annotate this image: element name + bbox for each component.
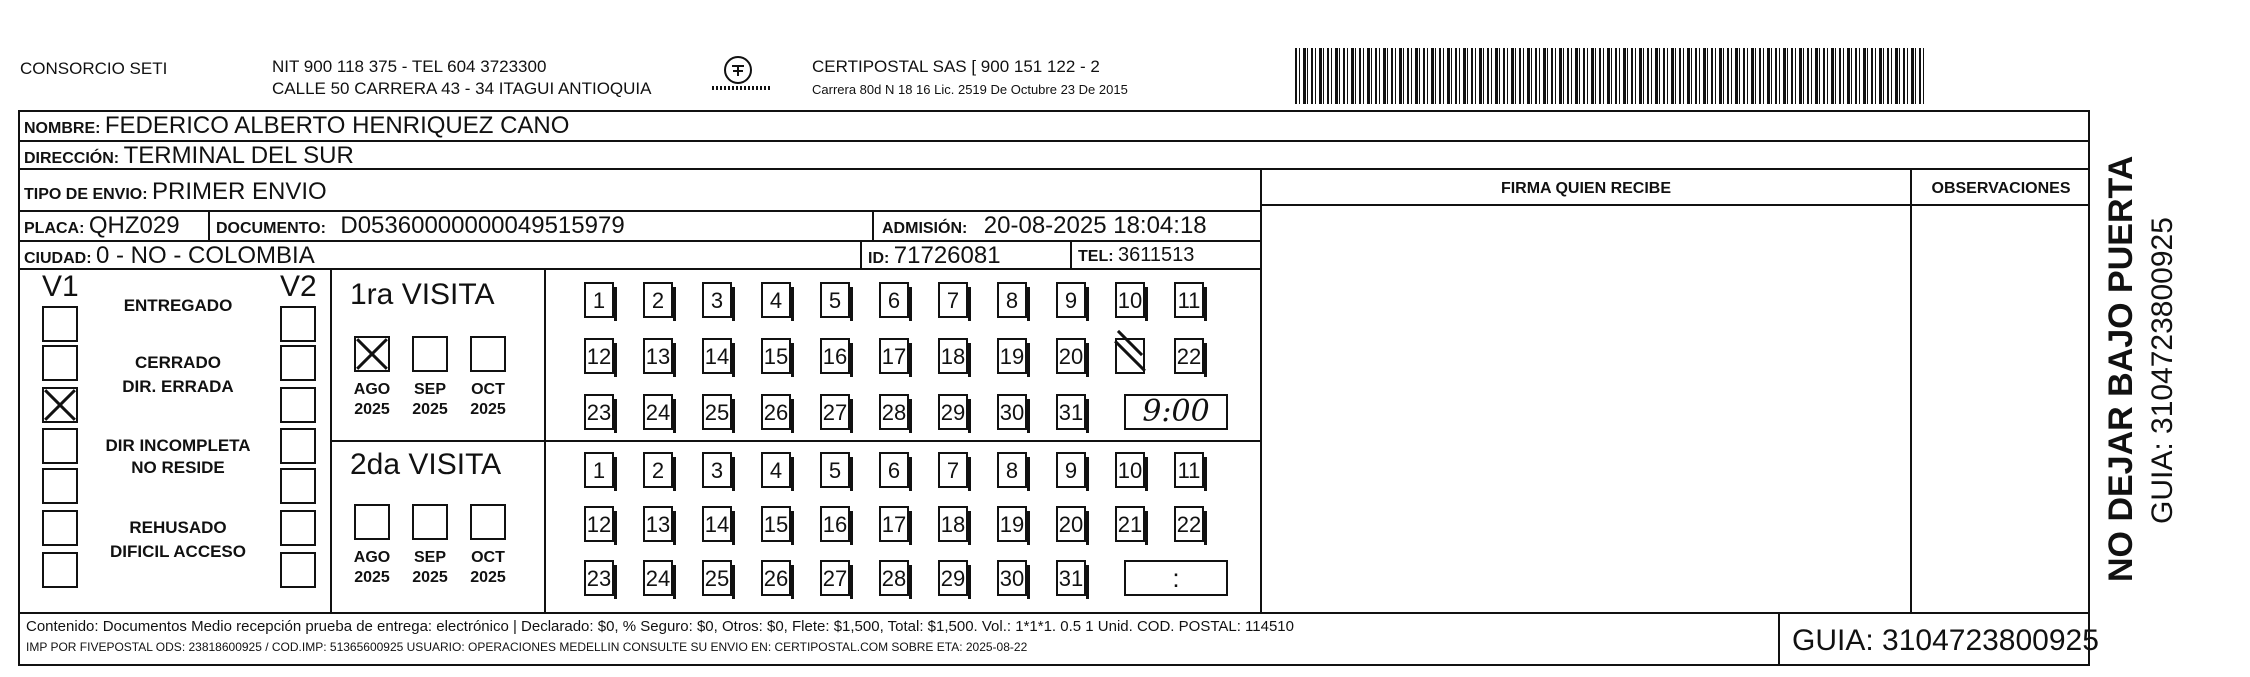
visit1-month-checkbox[interactable] [354,336,390,372]
status-option-label: DIFICIL ACCESO [109,542,246,561]
visit1-day-box[interactable]: 12 [584,338,614,374]
visit1-day-box[interactable]: 7 [938,282,968,318]
tel-cell [1078,244,1194,267]
visit1-month-checkbox[interactable] [412,336,448,372]
visit2-day-box[interactable]: 16 [820,506,850,542]
id-value: 71726081 [893,242,1001,269]
visit1-month-year: 2025 [354,401,390,418]
visit1-day-box[interactable]: 14 [702,338,732,374]
v1-label: V1 [42,270,79,303]
visit2-day-box[interactable]: 25 [702,560,732,596]
id-label: ID: [868,250,890,267]
visit1-month-year: 2025 [470,401,506,418]
company-name: CONSORCIO SETI [20,59,168,78]
placa-label: PLACA: [24,220,85,237]
status-option-label: ENTREGADO [123,296,233,315]
visit2-month-year: 2025 [470,569,506,586]
status-v1-checkbox[interactable] [42,345,78,381]
visit2-day-box[interactable]: 13 [643,506,673,542]
tel-label: TEL: [1078,248,1114,265]
visit1-time[interactable]: 9:00 [1124,394,1228,430]
status-v1-checkbox[interactable] [42,552,78,588]
visit1-day-box[interactable]: 6 [879,282,909,318]
visit1-day-box[interactable]: 8 [997,282,1027,318]
visit2-month-checkbox[interactable] [470,504,506,540]
status-option-label: REHUSADO [129,518,227,537]
visit2-day-box[interactable]: 26 [761,560,791,596]
status-option-label: CERRADO [135,353,221,372]
visit2-day-box[interactable]: 28 [879,560,909,596]
visit1-day-box[interactable]: 13 [643,338,673,374]
v2-label: V2 [280,270,317,303]
status-option-label: DIR INCOMPLETA [105,436,251,455]
visit2-day-box[interactable]: 9 [1056,452,1086,488]
visit1-day-box[interactable]: 30 [997,394,1027,430]
status-v1-checkbox[interactable] [42,468,78,504]
direccion-value: TERMINAL DEL SUR [123,142,354,169]
ciudad-cell [24,242,315,270]
visit2-month-label: SEP [413,549,446,566]
admision-cell [882,212,1207,240]
status-v1-checkbox[interactable] [42,510,78,546]
logo-caption-graphic [712,86,770,90]
visit2-day-box[interactable]: 27 [820,560,850,596]
certipostal-sub: Carrera 80d N 18 16 Lic. 2519 De Octubre 23 De 2015 [812,82,1128,97]
status-option-label: DIR. ERRADA [122,377,234,396]
firma-header: FIRMA QUIEN RECIBE [1500,180,1672,197]
visit2-month-checkbox[interactable] [412,504,448,540]
visit1-day-box[interactable]: 23 [584,394,614,430]
footer-guia: GUIA: 3104723800925 [1792,624,2099,657]
visit1-day-box[interactable]: 16 [820,338,850,374]
nombre-row [24,112,569,140]
visit2-day-box[interactable]: 21 [1115,506,1145,542]
visit2-day-box[interactable]: 4 [761,452,791,488]
certipostal-logo-icon [724,56,752,84]
tipo-row [24,178,327,206]
footer-contenido: Contenido: Documentos Medio recepción prueba de entrega: electrónico | Declarado: $0, % Seguro: $0, Otros: $0, Flete: $1,500, Total: $1,500. Vol.: 1*1*1. 0.5 1 Unid. COD. POSTAL: 114510 [26,618,1294,635]
visit2-month-label: AGO [353,549,391,566]
address-line: CALLE 50 CARRERA 43 - 34 ITAGUI ANTIOQUIA [272,79,652,98]
visit1-day-box[interactable]: 15 [761,338,791,374]
ciudad-label: CIUDAD: [24,250,92,267]
visit2-day-box[interactable]: 7 [938,452,968,488]
tipo-value: PRIMER ENVIO [152,178,327,205]
status-v1-checkbox[interactable] [42,306,78,342]
visit1-day-box[interactable]: 9 [1056,282,1086,318]
visit2-day-box[interactable]: 1 [584,452,614,488]
barcode [1295,48,1925,104]
status-v2-checkbox[interactable] [280,345,316,381]
status-option-label: NO RESIDE [131,458,225,477]
status-v2-checkbox[interactable] [280,387,316,423]
id-cell [868,242,1001,270]
visit2-day-box[interactable]: 19 [997,506,1027,542]
admision-value: 20-08-2025 18:04:18 [983,212,1207,239]
visit2-day-box[interactable]: 24 [643,560,673,596]
visit2-day-box[interactable]: 14 [702,506,732,542]
visit1-day-box[interactable]: 10 [1115,282,1145,318]
footer-imp: IMP POR FIVEPOSTAL ODS: 23818600925 / COD.IMP: 51365600925 USUARIO: OPERACIONES MEDELLIN CONSULTE SU ENVIO EN: CERTIPOSTAL.COM SOBRE ETA: 2025-08-22 [26,640,1028,654]
visit1-day-box[interactable]: 24 [643,394,673,430]
visit2-month-label: OCT [471,549,505,566]
visit1-day-box[interactable]: 3 [702,282,732,318]
direccion-label: DIRECCIÓN: [24,150,120,167]
visit1-title: 1ra VISITA [350,278,495,311]
visit1-day-box[interactable]: 31 [1056,394,1086,430]
placa-value: QHZ029 [88,212,180,239]
visit1-month-label: AGO [353,381,391,398]
visit1-day-box[interactable] [1115,338,1145,374]
nombre-value: FEDERICO ALBERTO HENRIQUEZ CANO [104,112,570,139]
nombre-label: NOMBRE: [24,120,101,137]
visit2-day-box[interactable]: 31 [1056,560,1086,596]
visit2-day-box[interactable]: 10 [1115,452,1145,488]
status-v2-checkbox[interactable] [280,510,316,546]
visit1-day-box[interactable]: 22 [1174,338,1204,374]
visit2-day-box[interactable]: 17 [879,506,909,542]
visit1-month-label: SEP [413,381,446,398]
documento-label: DOCUMENTO: [216,220,326,237]
visit2-day-box[interactable]: 18 [938,506,968,542]
visit1-day-box[interactable]: 4 [761,282,791,318]
direccion-row [24,142,354,170]
visit1-month-year: 2025 [412,401,448,418]
visit1-day-box[interactable]: 29 [938,394,968,430]
visit1-day-box[interactable]: 1 [584,282,614,318]
status-v2-checkbox[interactable] [280,468,316,504]
visit2-day-box[interactable]: 3 [702,452,732,488]
tel-value: 3611513 [1118,244,1195,266]
visit2-day-box[interactable]: 11 [1174,452,1204,488]
status-v1-checkbox[interactable] [42,387,78,423]
visit1-month-label: OCT [471,381,505,398]
no-dejar-text: NO DEJAR BAJO PUERTA [2102,155,2140,582]
nit-line: NIT 900 118 375 - TEL 604 3723300 [272,57,547,76]
placa-cell [24,212,180,240]
visit1-day-box[interactable]: 17 [879,338,909,374]
visit2-day-box[interactable]: 23 [584,560,614,596]
visit2-time[interactable]: : [1124,560,1228,596]
visit1-day-box[interactable]: 28 [879,394,909,430]
visit2-day-box[interactable]: 8 [997,452,1027,488]
documento-cell [216,212,625,240]
visit1-day-box[interactable]: 20 [1056,338,1086,374]
status-v2-checkbox[interactable] [280,552,316,588]
status-v2-checkbox[interactable] [280,306,316,342]
visit1-day-box[interactable]: 26 [761,394,791,430]
visit2-day-box[interactable]: 2 [643,452,673,488]
visit2-day-box[interactable]: 20 [1056,506,1086,542]
visit1-day-box[interactable]: 11 [1174,282,1204,318]
visit1-day-box[interactable]: 19 [997,338,1027,374]
visit2-day-box[interactable]: 12 [584,506,614,542]
visit2-day-box[interactable]: 29 [938,560,968,596]
status-v1-checkbox[interactable] [42,428,78,464]
admision-label: ADMISIÓN: [882,220,968,237]
visit2-day-box[interactable]: 5 [820,452,850,488]
visit1-day-box[interactable]: 27 [820,394,850,430]
documento-value: D05360000000049515979 [340,212,625,239]
visit1-day-box[interactable]: 25 [702,394,732,430]
visit1-day-box[interactable]: 18 [938,338,968,374]
tipo-label: TIPO DE ENVIO: [24,186,148,203]
visit2-day-box[interactable]: 30 [997,560,1027,596]
ciudad-value: 0 - NO - COLOMBIA [96,242,315,269]
visit2-day-box[interactable]: 6 [879,452,909,488]
observaciones-header: OBSERVACIONES [1931,180,2071,197]
visit2-month-checkbox[interactable] [354,504,390,540]
side-guia-text: GUIA: 3104723800925 [2146,217,2179,524]
visit2-day-box[interactable]: 22 [1174,506,1204,542]
visit2-day-box[interactable]: 15 [761,506,791,542]
visit2-title: 2da VISITA [350,448,502,481]
visit1-month-checkbox[interactable] [470,336,506,372]
visit2-month-year: 2025 [412,569,448,586]
status-v2-checkbox[interactable] [280,428,316,464]
certipostal-line: CERTIPOSTAL SAS [ 900 151 122 - 2 [812,57,1100,76]
visit1-day-box[interactable]: 5 [820,282,850,318]
visit1-day-box[interactable]: 2 [643,282,673,318]
visit2-month-year: 2025 [354,569,390,586]
